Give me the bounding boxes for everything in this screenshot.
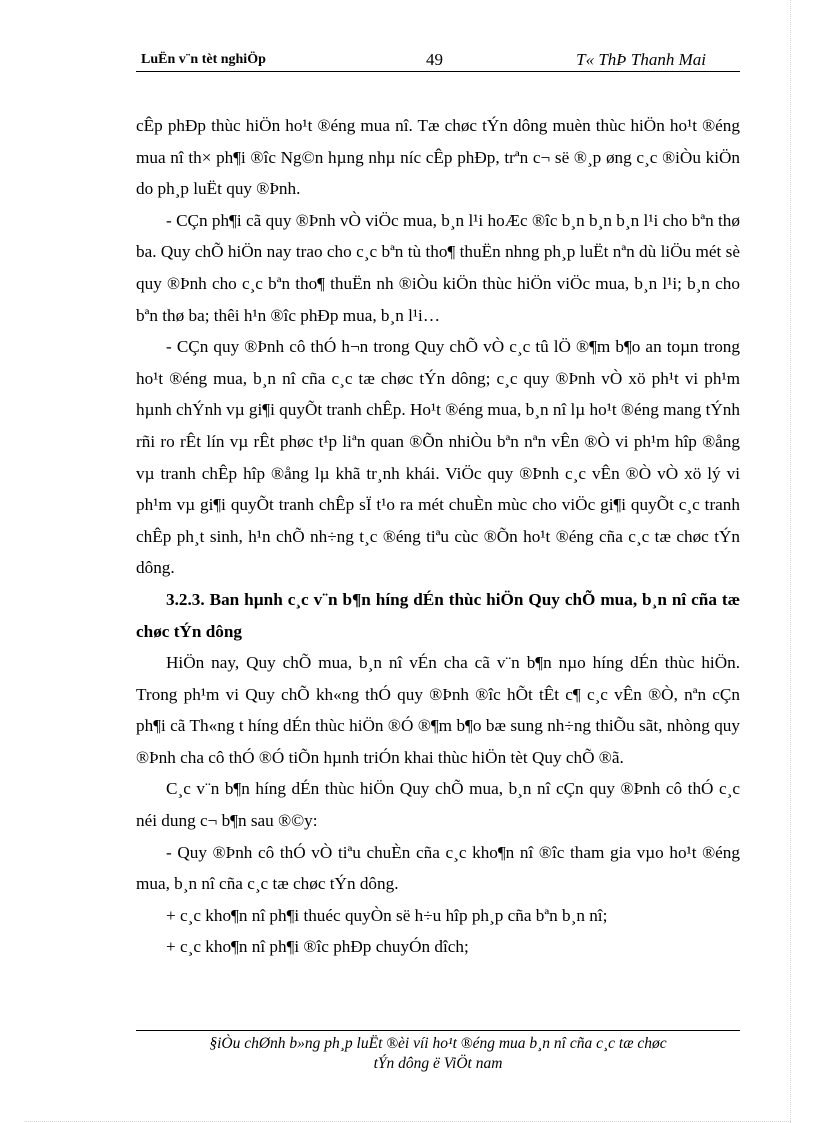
paragraph-5: C¸c v¨n b¶n híng dÉn thùc hiÖn Quy chÕ mua, b¸n nî cÇn quy ®Þnh cô thÓ c¸c néi dung c¬ b¶n sau ®©y: <box>136 779 740 831</box>
page-number: 49 <box>426 50 443 69</box>
list-item-1: + c¸c kho¶n nî ph¶i thuéc quyÒn së h÷u hîp ph¸p cña bªn b¸n nî; <box>166 905 608 925</box>
header-divider <box>136 71 740 72</box>
list-item-2: + c¸c kho¶n nî ph¶i ®îc phÐp chuyÓn dîch; <box>166 937 469 957</box>
page-footer <box>136 1034 740 1074</box>
footer-divider <box>136 1030 740 1031</box>
footer-line-2: tÝn dông ë ViÖt nam <box>373 1055 503 1072</box>
header-author-name: T« ThÞ Thanh Mai <box>576 50 706 69</box>
page-body <box>136 110 740 963</box>
page-edge-bottom <box>25 1121 791 1122</box>
page-header <box>136 50 740 72</box>
paragraph-1: cÊp phÐp thùc hiÖn ho¹t ®éng mua nî. Tæ chøc tÝn dông muèn thùc hiÖn ho¹t ®éng mua nî th× ph¶i ®îc Ng©n hµng nhµ níc cÊp phÐp, trªn c¬ së ®¸p øng c¸c ®iÒu kiÖn do ph¸p luËt quy ®Þnh. <box>136 116 740 199</box>
paragraph-6: - Quy ®Þnh cô thÓ vÒ tiªu chuÈn cña c¸c kho¶n nî ®îc tham gia vµo ho¹t ®éng mua, b¸n nî cña c¸c tæ chøc tÝn dông. <box>136 842 740 894</box>
footer-line-1: §iÒu chØnh b»ng ph¸p luËt ®èi víi ho¹t ®éng mua b¸n nî cña c¸c tæ chøc <box>209 1035 667 1052</box>
header-thesis-label: LuËn v¨n tèt nghiÖp <box>141 52 266 67</box>
section-heading: 3.2.3. Ban hµnh c¸c v¨n b¶n híng dÉn thùc hiÖn Quy chÕ mua, b¸n nî cña tæ chøc tÝn dông <box>136 589 740 641</box>
paragraph-3: - CÇn quy ®Þnh cô thÓ h¬n trong Quy chÕ vÒ c¸c tû lÖ ®¶m b¶o an toµn trong ho¹t ®éng mua, b¸n nî cña c¸c tæ chøc tÝn dông; c¸c quy ®Þnh vÒ xö ph¹t vi ph¹m hµnh chÝnh vµ gi¶i quyÕt tranh chÊp. Ho¹t ®éng mua, b¸n nî lµ ho¹t ®éng mang tÝnh rñi ro rÊt lín vµ rÊt phøc t¹p liªn quan ®Õn nhiÒu bªn nªn vÊn ®Ò vi ph¹m hîp ®ång vµ tranh chÊp hîp ®ång lµ khã tr¸nh khái. ViÖc quy ®Þnh c¸c vÊn ®Ò vÒ xö lý vi ph¹m vµ gi¶i quyÕt tranh chÊp sÏ t¹o ra mét chuÈn mùc cho viÖc gi¶i quyÕt c¸c tranh chÊp ph¸t sinh, h¹n chÕ nh÷ng t¸c ®éng tiªu cùc ®Õn ho¹t ®éng cña c¸c tæ chøc tÝn dông. <box>136 337 740 578</box>
paragraph-4: HiÖn nay, Quy chÕ mua, b¸n nî vÉn cha cã v¨n b¶n nµo híng dÉn thùc hiÖn. Trong ph¹m vi Quy chÕ kh«ng thÓ quy ®Þnh ®îc hÕt tÊt c¶ c¸c vÊn ®Ò, nªn cÇn ph¶i cã Th«ng t híng dÉn thùc hiÖn ®Ó ®¶m b¶o bæ sung nh÷ng thiÕu sãt, nhòng quy ®Þnh cha cô thÓ ®Ó tiÕn hµnh triÓn khai thùc hiÖn tèt Quy chÕ ®ã. <box>136 653 740 767</box>
page-edge-right <box>790 0 791 1123</box>
paragraph-2: - CÇn ph¶i cã quy ®Þnh vÒ viÖc mua, b¸n l¹i hoÆc ®îc b¸n b¸n b¸n l¹i cho bªn thø ba. Quy chÕ hiÖn nay trao cho c¸c bªn tù tho¶ thuËn nhng ph¸p luËt nªn dù liÖu mét sè quy ®Þnh cho c¸c bªn tho¶ thuËn nh ®iÒu kiÖn thùc hiÖn viÖc mua, b¸n l¹i; b¸n cho bªn thø ba; thêi h¹n ®îc phÐp mua, b¸n l¹i… <box>136 210 740 325</box>
